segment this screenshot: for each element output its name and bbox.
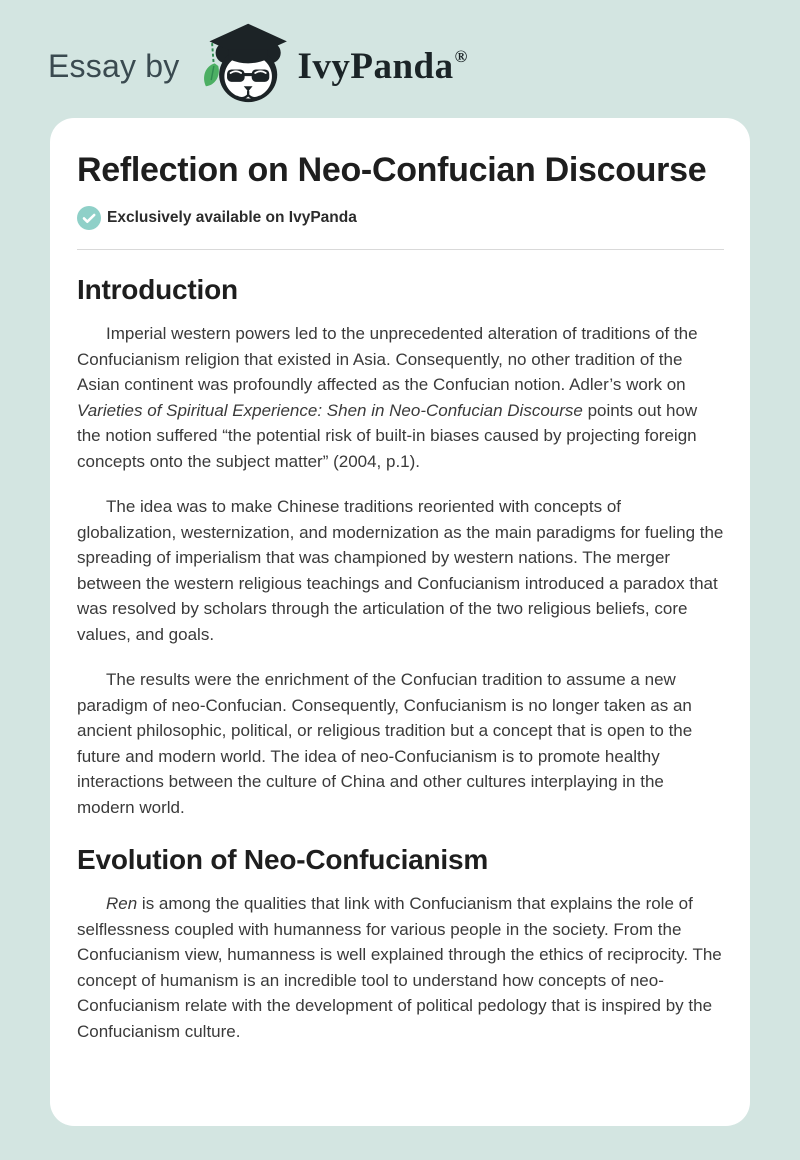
paragraph: Imperial western powers led to the unprecedented alteration of traditions of the Confucianism religion that existed in Asia. Consequently, no other tradition of the Asian continent was profoundly affected as the Confucian notion. Adler’s work on Varieties of Spiritual Experience: Shen in Neo-Confucian Discourse points out how the notion suffered “the potential risk of built-in biases caused by projecting foreign concepts onto the subject matter” (2004, p.1). bbox=[77, 324, 698, 471]
essay-by-label: Essay by bbox=[48, 47, 180, 84]
ivypanda-logo-icon bbox=[193, 22, 291, 110]
paragraph: The results were the enrichment of the Confucian tradition to assume a new paradigm of neo-Confucian. Consequently, Confucianism is no longer taken as an ancient philosophic, political, or religious tradition but a concept that is open to the future and modern world. The idea of neo-Confucianism is to promote healthy interactions between the culture of China and other cultures interplaying in the modern world. bbox=[77, 670, 693, 817]
exclusive-badge-label: Exclusively available on IvyPanda bbox=[107, 209, 357, 227]
site-header bbox=[0, 0, 800, 118]
section-heading-evolution: Evolution of Neo-Confucianism bbox=[77, 844, 489, 876]
essay-title: Reflection on Neo-Confucian Discourse bbox=[77, 151, 707, 189]
paragraph: Ren is among the qualities that link with Confucianism that explains the role of selflessness coupled with humanness for various people in the society. From the Confucianism view, humanness is well explained through the ethics of reciprocity. The concept of humanism is an incredible tool to understand how concepts of neo-Confucianism relate with the development of political pedology that is inspired by the Confucianism culture. bbox=[77, 894, 722, 1041]
section-introduction bbox=[77, 274, 724, 820]
paragraph: The idea was to make Chinese traditions reoriented with concepts of globalization, westernization, and modernization as the main paradigms for fueling the spreading of imperialism that was championed by western nations. The merger between the western religious teachings and Confucianism introduced a paradox that was resolved by scholars through the articulation of the two religious beliefs, core values, and goals. bbox=[77, 497, 724, 644]
section-evolution bbox=[77, 844, 724, 1044]
brand-name bbox=[297, 45, 467, 88]
essay-card bbox=[50, 118, 750, 1126]
exclusive-badge bbox=[77, 206, 724, 230]
divider bbox=[77, 249, 724, 250]
section-heading-introduction: Introduction bbox=[77, 274, 238, 306]
brand-text: IvyPanda bbox=[297, 45, 454, 87]
registered-mark: ® bbox=[454, 46, 468, 66]
check-circle-icon bbox=[77, 206, 101, 230]
